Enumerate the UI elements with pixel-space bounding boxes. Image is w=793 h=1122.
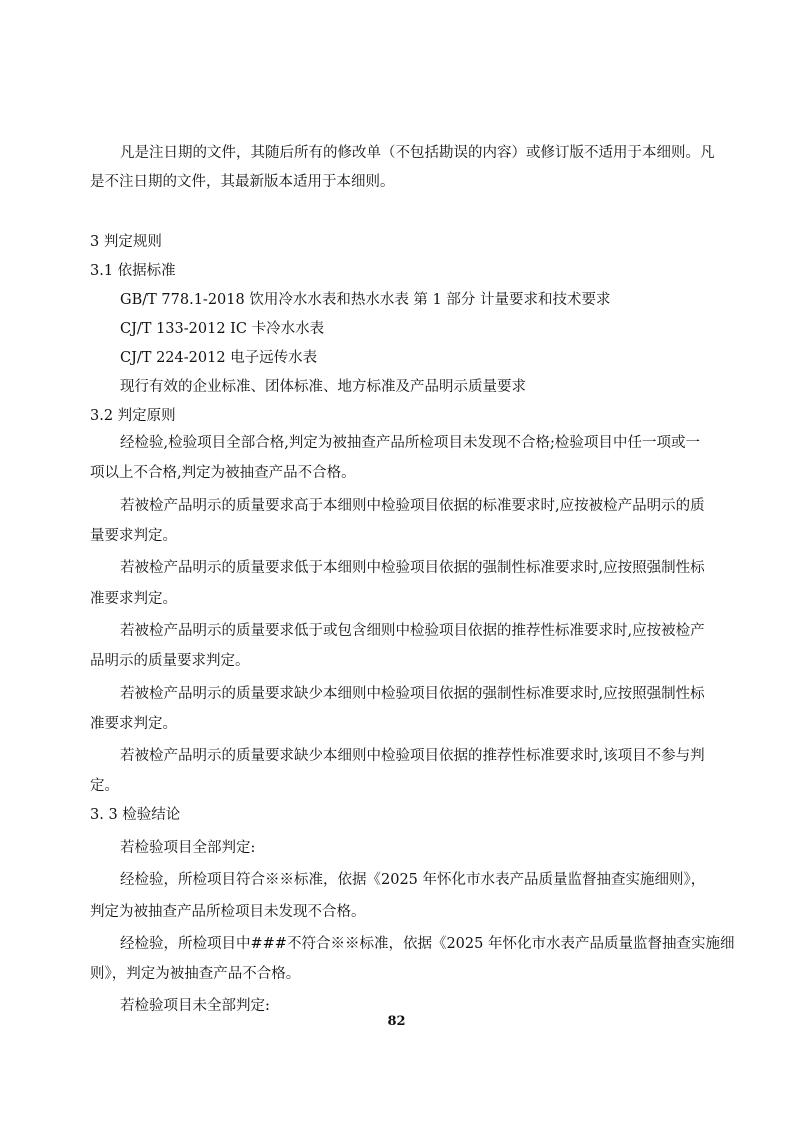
principle-para-2-line-1: 若被检产品明示的质量要求高于本细则中检验项目依据的标准要求时,应按被检产品明示的质	[120, 498, 705, 514]
principle-para-3-line-2: 准要求判定。	[90, 591, 177, 607]
section-3-heading: 3 判定规则	[90, 234, 162, 250]
conclusion-2-line-1: 经检验，所检项目中###不符合※※标准，依据《2025 年怀化市水表产品质量监督抽查实施细	[120, 936, 735, 952]
principle-para-1-line-2: 项以上不合格,判定为被抽查产品不合格。	[90, 465, 356, 481]
all-judged-label: 若检验项目全部判定:	[120, 840, 256, 856]
principle-para-3-line-1: 若被检产品明示的质量要求低于本细则中检验项目依据的强制性标准要求时,应按照强制性标	[120, 560, 705, 576]
principle-para-6-line-2: 定。	[90, 778, 119, 794]
section-3-1-heading: 3.1 依据标准	[90, 263, 176, 279]
intro-line-2: 是不注日期的文件，其最新版本适用于本细则。	[90, 174, 395, 190]
page-number: 82	[387, 1014, 406, 1029]
standard-item: CJ/T 133-2012 IC 卡冷水水表	[120, 321, 325, 337]
standard-item: GB/T 778.1-2018 饮用冷水水表和热水水表 第 1 部分 计量要求和技术要求	[120, 292, 611, 308]
intro-line-1: 凡是注日期的文件，其随后所有的修改单（不包括勘误的内容）或修订版不适用于本细则。凡	[120, 145, 715, 161]
conclusion-2-line-2: 则》，判定为被抽查产品不合格。	[90, 966, 301, 982]
standard-item: CJ/T 224-2012 电子远传水表	[120, 350, 318, 366]
principle-para-1-line-1: 经检验,检验项目全部合格,判定为被抽查产品所检项目未发现不合格;检验项目中任一项或一	[120, 435, 700, 451]
principle-para-4-line-2: 品明示的质量要求判定。	[90, 653, 250, 669]
section-3-3-heading: 3. 3 检验结论	[90, 807, 181, 823]
not-all-judged-label: 若检验项目未全部判定:	[120, 998, 270, 1014]
principle-para-6-line-1: 若被检产品明示的质量要求缺少本细则中检验项目依据的推荐性标准要求时,该项目不参与判	[120, 748, 705, 764]
principle-para-2-line-2: 量要求判定。	[90, 528, 177, 544]
principle-para-5-line-2: 准要求判定。	[90, 716, 177, 732]
section-3-2-heading: 3.2 判定原则	[90, 408, 176, 424]
conclusion-1-line-1: 经检验，所检项目符合※※标准，依据《2025 年怀化市水表产品质量监督抽查实施细则》，	[120, 872, 706, 888]
standard-item: 现行有效的企业标准、团体标准、地方标准及产品明示质量要求	[120, 379, 526, 395]
conclusion-1-line-2: 判定为被抽查产品所检项目未发现不合格。	[90, 904, 366, 920]
principle-para-5-line-1: 若被检产品明示的质量要求缺少本细则中检验项目依据的强制性标准要求时,应按照强制性标	[120, 686, 705, 702]
principle-para-4-line-1: 若被检产品明示的质量要求低于或包含细则中检验项目依据的推荐性标准要求时,应按被检产	[120, 623, 705, 639]
